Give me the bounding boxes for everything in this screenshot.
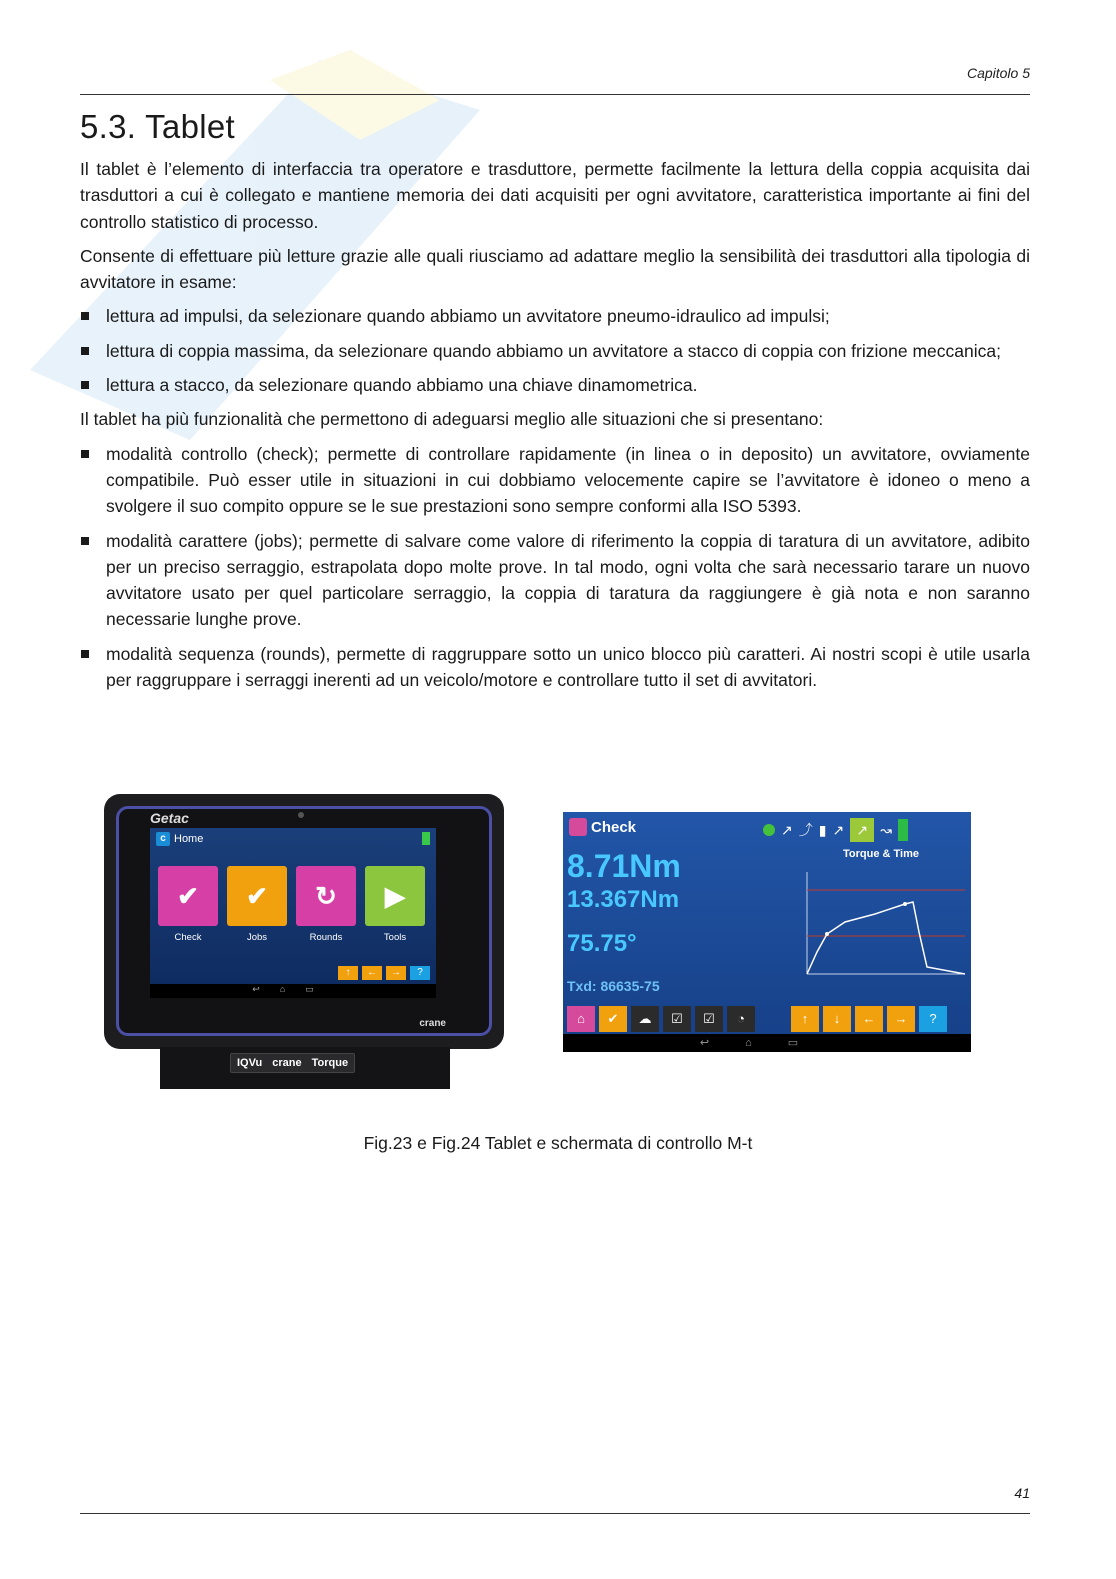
check-tile: ✔ (158, 866, 218, 926)
torque-time-plot (795, 842, 967, 990)
readings-list (80, 303, 1030, 398)
list-item: lettura a stacco, da selezionare quando abbiamo una chiave dinamometrica. (80, 372, 1030, 398)
status-icons (763, 818, 908, 842)
list-check-icon: ☑ (695, 1006, 723, 1032)
figure-control-screen (563, 812, 971, 1052)
screen-toolbar (563, 1006, 971, 1034)
battery-icon (422, 832, 430, 845)
footer-rule (80, 1513, 1030, 1514)
modes-intro-paragraph: Il tablet ha più funzionalità che permettono di adeguarsi meglio alle situazioni che si presentano: (80, 409, 824, 430)
battery-icon (898, 819, 908, 841)
modes-list (80, 441, 1030, 694)
transducer-id: Txd: 86635-75 (567, 978, 660, 994)
click-mode-icon: ↗ (832, 821, 845, 838)
readings-intro-paragraph: Consente di effettuare più letture grazie alle quali riusciamo ad adattare meglio la sensibilità dei trasduttori alla tipologia di avvitatore in esame: (80, 245, 1030, 293)
tablet-brand: Getac (150, 810, 189, 826)
screen-title (569, 818, 636, 836)
home-header (156, 832, 203, 846)
tablet-dock (160, 1047, 450, 1089)
tablet-logo: crane (419, 1018, 446, 1029)
crane-logo-icon: c (156, 832, 170, 846)
help-icon: ? (919, 1006, 947, 1032)
home-tiles (158, 866, 425, 926)
check-clock-icon (569, 818, 587, 836)
curve-point (825, 932, 829, 936)
android-navbar: ↩⌂▭ (563, 1034, 971, 1052)
tablet-body (104, 794, 504, 1049)
home-label: Home (174, 833, 204, 845)
arrow-right-icon: → (887, 1006, 915, 1032)
tablet-screen (150, 828, 436, 998)
check-box-icon: ☑ (663, 1006, 691, 1032)
peak-torque-value: 8.71Nm (567, 848, 681, 884)
torque-curve (807, 902, 965, 974)
tablet-nav-buttons (338, 966, 430, 980)
trend-icon: ↝ (880, 821, 892, 838)
figure-caption: Fig.23 e Fig.24 Tablet e schermata di controllo M-t (363, 1133, 753, 1153)
tile-label: Rounds (309, 932, 343, 943)
section-title: 5.3. Tablet (80, 108, 235, 145)
tile-label: Check (174, 932, 202, 943)
toolbar-spacer (759, 1006, 771, 1032)
page-number: 41 (1014, 1485, 1030, 1501)
arrow-left-icon: ← (855, 1006, 883, 1032)
cloud-icon: ☁ (631, 1006, 659, 1032)
signal-icon: ▮ (818, 821, 827, 838)
check-tool-icon: ✔ (599, 1006, 627, 1032)
running-header: Capitolo 5 (966, 65, 1030, 81)
dock-label-crane: crane (272, 1057, 302, 1069)
header-rule (80, 94, 1030, 95)
home-icon: ⌂ (567, 1006, 595, 1032)
pulse-mode-icon: ⤴ (798, 822, 813, 838)
tile-label: Jobs (246, 932, 268, 943)
chart-title: Torque & Time (843, 848, 919, 860)
dock-label-iqvu: IQVu (237, 1057, 263, 1069)
angle-value: 75.75° (567, 930, 637, 957)
selected-mode-icon: ↗ (850, 818, 874, 842)
toolbar-spacer (775, 1006, 787, 1032)
android-navbar: ↩⌂▭ (150, 984, 436, 998)
list-item: lettura di coppia massima, da selezionare quando abbiamo un avvitatore a stacco di coppia con frizione meccanica; (80, 338, 1030, 364)
list-item: modalità controllo (check); permette di controllare rapidamente (in linea o in deposito) un avvitatore, ovviamente compatibile. Può esser utile in situazioni in cui dobbiamo velocemente capire se l’avvitatore è idoneo o meno a svolgere il suo compito oppure se le sue prestazioni sono sempre conformi alla ISO 5393. (80, 441, 1030, 520)
dock-label-torque: Torque (311, 1057, 349, 1069)
list-item: lettura ad impulsi, da selezionare quando abbiamo un avvitatore pneumo-idraulico ad impulsi; (80, 303, 1030, 329)
list-item: modalità carattere (jobs); permette di salvare come valore di riferimento la coppia di taratura di un avvitatore, adibito per un preciso serraggio, estrapolata dopo molte prove. In tal modo, ogni volta che sarà necessario tarare un nuovo avvitatore usato per quel particolare serraggio, la coppia di taratura da raggiungere è già nota e non saranno necessarie lunghe prove. (80, 528, 1030, 633)
camera-icon (298, 812, 304, 818)
figure-tablet-photo (104, 792, 504, 1090)
arrow-up-icon: ↑ (791, 1006, 819, 1032)
screen-title-label: Check (591, 818, 637, 836)
intro-paragraph: Il tablet è l’elemento di interfaccia tra operatore e trasduttore, permette facilmente la lettura della coppia acquisita dai trasduttori a cui è collegato e mantiene memoria dei dati acquisiti per ogni avvitatore, caratteristica importante ai fini del controllo statistico di processo. (80, 159, 1030, 232)
rounds-tile: ↻ (296, 866, 356, 926)
status-led-icon (763, 824, 775, 836)
tools-tile: ▶ (365, 866, 425, 926)
arrow-down-icon: ↓ (823, 1006, 851, 1032)
list-item: modalità sequenza (rounds), permette di raggruppare sotto un unico blocco più caratteri. Ai nostri scopi è utile usarla per raggruppare i serraggi inerenti ad un veicolo/motore e controllare tutto il set di avvitatori. (80, 641, 1030, 694)
arrow-left-icon: ← (362, 966, 382, 980)
arrow-right-icon: → (386, 966, 406, 980)
peak-mode-icon: ↗ (781, 821, 793, 838)
arrow-up-icon: ↑ (338, 966, 358, 980)
pie-icon: ◔ (727, 1006, 755, 1032)
tile-label: Tools (383, 932, 407, 943)
curve-point (903, 902, 907, 906)
torque-time-chart (795, 842, 967, 990)
help-icon: ? (410, 966, 430, 980)
second-torque-value: 13.367Nm (567, 886, 680, 913)
dock-label (230, 1053, 355, 1073)
tile-labels (158, 932, 425, 943)
main-content (80, 108, 1030, 701)
jobs-tile: ✔ (227, 866, 287, 926)
